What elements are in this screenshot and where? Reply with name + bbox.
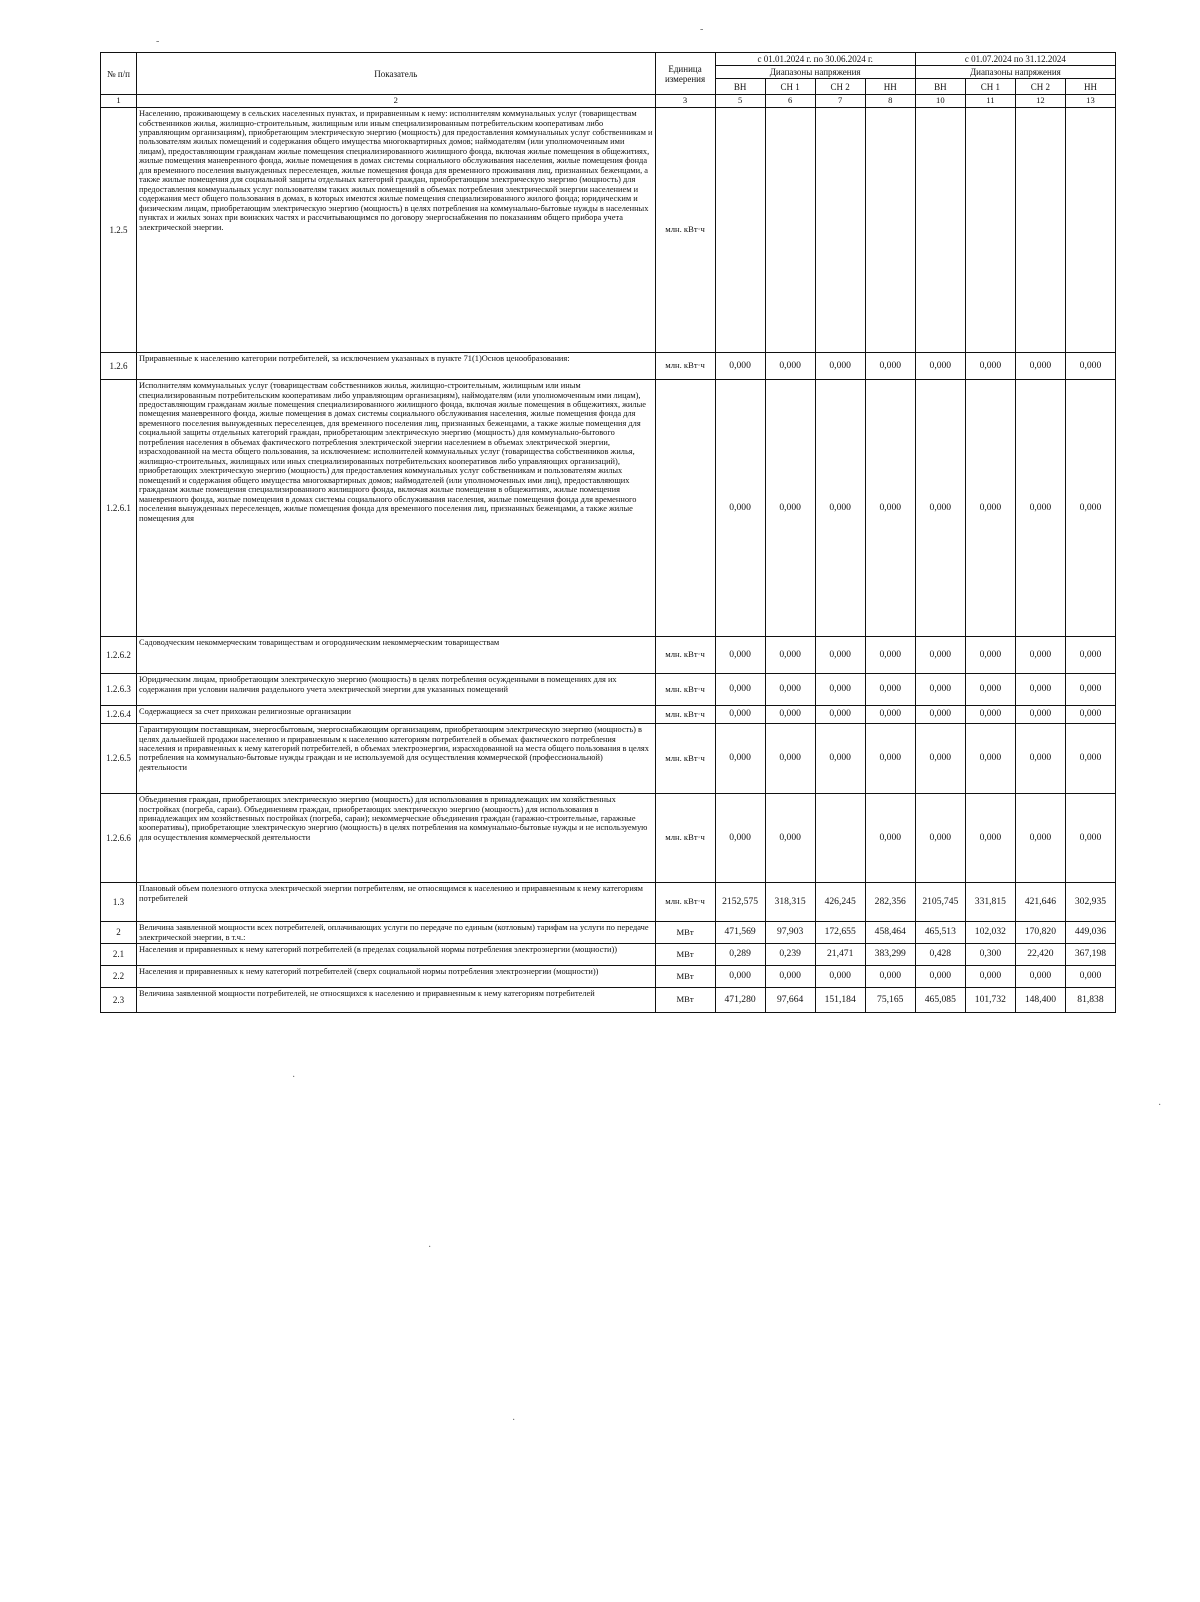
column-index: 2 [137,95,655,108]
column-index: 3 [655,95,715,108]
header-level: СН 1 [765,79,815,95]
value-cell: 0,000 [915,353,965,380]
header-level: ВН [915,79,965,95]
value-cell: 0,000 [965,637,1015,674]
row-number: 1.2.6.5 [101,724,137,794]
table-row [101,674,1116,706]
row-number: 1.2.5 [101,108,137,353]
column-index: 8 [865,95,915,108]
table-row [101,380,1116,637]
value-cell: 0,000 [765,966,815,988]
row-indicator-text: Приравненные к населению категории потребителей, за исключением указанных в пункте 71(1)Основ ценообразования: [139,354,570,364]
value-cell: 0,000 [715,966,765,988]
row-unit: млн. кВт·ч [655,353,715,380]
value-cell: 0,000 [865,706,915,724]
value-cell [815,794,865,883]
value-cell: 0,000 [765,794,815,883]
scan-speck: · [428,1242,432,1253]
column-index: 7 [815,95,865,108]
column-index: 12 [1015,95,1065,108]
value-cell: 0,000 [1065,674,1115,706]
column-index: 5 [715,95,765,108]
value-cell: 0,000 [865,724,915,794]
value-cell: 0,000 [1065,794,1115,883]
value-cell: 81,838 [1065,988,1115,1013]
value-cell: 302,935 [1065,883,1115,922]
row-number: 1.2.6.1 [101,380,137,637]
row-unit: млн. кВт·ч [655,706,715,724]
value-cell: 21,471 [815,944,865,966]
value-cell: 471,569 [715,922,765,944]
header-ranges-2: Диапазоны напряжения [915,66,1115,79]
value-cell: 0,000 [1015,674,1065,706]
value-cell: 421,646 [1015,883,1065,922]
row-unit: млн. кВт·ч [655,674,715,706]
row-unit: МВт [655,922,715,944]
value-cell [965,108,1015,353]
value-cell: 0,000 [915,380,965,637]
row-indicator-text: Населению, проживающему в сельских населенных пунктах, и приравненным к нему: исполнителям коммунальных услуг (товариществам собственников жилья, жилищно-строительным, жилищным или иным специализированным потребительским кооперативам либо управляющим организациям), приобретающим электрическую энергию (мощность) для предоставления коммунальных услуг собственникам и пользователям жилых помещений и содержания общего имущества многоквартирных домов; наймодателям (или уполномоченным ими лицам), предоставляющим гражданам жилые помещения специализированного жилищного фонда, включая жилые помещения в общежитиях, жилые помещения маневренного фонда, жилые помещения в домах системы социального обслуживания населения, жилые помещения фонда для временного поселения вынужденных переселенцев, жилые помещения фонда для временного проживания лиц, признанных беженцами, а также жилые помещения для социальной защиты отдельных категорий граждан, приобретающим электрическую энергию (мощность) для предоставления коммунальных услуг пользователям таких жилых помещений в объемах потребления электрической энергии населением и содержания мест общего пользования в домах, в которых имеются жилые помещения специализированного жилого фонда; юридическим и физическим лицам, приобретающим электрическую энергию (мощность) в целях потребления на коммунально-бытовые нужды в населенных пунктах и жилых зонах при воинских частях и рассчитывающимся по договору энергоснабжения по показаниям общего прибора учета электрической энергии. [139,109,653,232]
value-cell: 22,420 [1015,944,1065,966]
row-number: 1.2.6.4 [101,706,137,724]
value-cell: 0,000 [815,706,865,724]
value-cell: 97,664 [765,988,815,1013]
value-cell: 75,165 [865,988,915,1013]
value-cell: 0,000 [865,637,915,674]
row-indicator-text: Содержащиеся за счет прихожан религиозные организации [139,707,352,717]
value-cell: 0,000 [1065,724,1115,794]
value-cell: 0,000 [815,674,865,706]
value-cell: 170,820 [1015,922,1065,944]
scan-speck: · [512,1415,516,1426]
value-cell: 0,000 [765,353,815,380]
value-cell: 0,000 [965,380,1015,637]
header-num: № п/п [101,53,137,95]
column-index: 1 [101,95,137,108]
value-cell: 0,000 [815,966,865,988]
value-cell: 0,000 [1015,724,1065,794]
value-cell: 0,000 [1065,706,1115,724]
value-cell [865,108,915,353]
scan-speck: - [156,36,160,47]
header-indicator: Показатель [137,53,655,95]
row-indicator-text: Населения и приравненных к нему категорий потребителей (в пределах социальной нормы потребления электроэнергии (мощности)) [139,945,618,955]
value-cell: 0,000 [815,353,865,380]
header-ranges-1: Диапазоны напряжения [715,66,915,79]
row-indicator [137,724,655,794]
table-row [101,706,1116,724]
value-cell [715,108,765,353]
table-row [101,883,1116,922]
table-row [101,988,1116,1013]
value-cell: 0,000 [1015,380,1065,637]
value-cell: 172,655 [815,922,865,944]
column-index-row [101,95,1116,108]
value-cell: 0,000 [1015,966,1065,988]
value-cell: 0,000 [915,966,965,988]
row-unit: МВт [655,966,715,988]
value-cell: 0,289 [715,944,765,966]
value-cell: 0,000 [865,380,915,637]
row-number: 2.3 [101,988,137,1013]
value-cell: 0,000 [715,353,765,380]
row-indicator-text: Юридическим лицам, приобретающим электрическую энергию (мощность) в целях потребления осужденными в помещениях для их содержания при условии наличия раздельного учета электрической энергии для указанных помещений [139,675,617,694]
value-cell: 0,000 [865,674,915,706]
value-cell: 97,903 [765,922,815,944]
column-index: 10 [915,95,965,108]
value-cell [915,108,965,353]
header-level: СН 2 [1015,79,1065,95]
row-indicator [137,922,655,944]
value-cell: 0,000 [1015,794,1065,883]
value-cell: 0,000 [965,794,1015,883]
value-cell: 0,239 [765,944,815,966]
table-row [101,966,1116,988]
table-row [101,108,1116,353]
value-cell: 0,000 [815,637,865,674]
value-cell: 0,000 [715,794,765,883]
value-cell: 0,000 [765,674,815,706]
value-cell: 151,184 [815,988,865,1013]
row-unit: млн. кВт·ч [655,883,715,922]
value-cell: 0,000 [1065,380,1115,637]
value-cell: 0,000 [765,724,815,794]
row-unit: млн. кВт·ч [655,108,715,353]
value-cell: 0,000 [965,706,1015,724]
value-cell: 0,000 [915,637,965,674]
value-cell: 0,000 [1065,966,1115,988]
value-cell: 0,000 [865,353,915,380]
value-cell: 0,000 [765,637,815,674]
row-indicator-text: Объединения граждан, приобретающих электрическую энергию (мощность) для использования в принадлежащих им хозяйственных постройках (погреба, сараи). Объединениям граждан, приобретающих электрическую энергию (мощность) для использования в принадлежащих им хозяйственных постройках (погреба, сараи); некоммерческие объединения граждан (гаражно-строительные, гаражные кооперативы), приобретающие электрическую энергию (мощность) в целях потребления на коммунально-бытовые нужды и не используемую для осуществления коммерческой деятельности [139,795,648,842]
row-indicator-text: Величина заявленной мощности потребителей, не относящихся к населению и приравненным к нему категориям потребителей [139,989,595,999]
value-cell: 0,000 [965,966,1015,988]
value-cell: 148,400 [1015,988,1065,1013]
column-index: 13 [1065,95,1115,108]
header-level: НН [865,79,915,95]
value-cell: 0,000 [815,724,865,794]
header-level: ВН [715,79,765,95]
row-indicator [137,353,655,380]
header-level: НН [1065,79,1115,95]
row-indicator [137,883,655,922]
value-cell: 0,000 [1065,637,1115,674]
value-cell: 0,300 [965,944,1015,966]
value-cell: 0,000 [1065,353,1115,380]
scan-speck: · [292,1072,296,1083]
value-cell: 0,000 [715,637,765,674]
value-cell: 0,000 [715,724,765,794]
value-cell: 0,000 [765,706,815,724]
row-unit: МВт [655,988,715,1013]
row-number: 2.2 [101,966,137,988]
value-cell: 0,000 [865,966,915,988]
value-cell: 0,000 [715,674,765,706]
header-period-1: с 01.01.2024 г. по 30.06.2024 г. [715,53,915,66]
value-cell: 0,000 [965,724,1015,794]
column-index: 6 [765,95,815,108]
value-cell [1015,108,1065,353]
table-row [101,922,1116,944]
row-number: 2 [101,922,137,944]
row-unit: млн. кВт·ч [655,724,715,794]
row-number: 1.2.6.2 [101,637,137,674]
row-indicator-text: Гарантирующим поставщикам, энергосбытовым, энергоснабжающим организациям, приобретающим электрическую энергию (мощность) в целях дальнейшей продажи населению и приравненным к населению категориям потребителей в объемах фактического потребления населения и приравненных к нему категорий потребителей, в объемах электроэнергии, израсходованной на места общего пользования в целях потребления на коммунально-бытовые нужды граждан и не используемой для осуществления коммерческой (профессиональной) деятельности [139,725,649,772]
column-index: 11 [965,95,1015,108]
value-cell: 0,000 [1015,706,1065,724]
value-cell: 0,000 [965,674,1015,706]
value-cell: 318,315 [765,883,815,922]
row-indicator-text: Садоводческим некоммерческим товариществам и огородническим некоммерческим товариществам [139,638,500,648]
value-cell: 458,464 [865,922,915,944]
value-cell: 2105,745 [915,883,965,922]
value-cell: 0,000 [915,794,965,883]
value-cell: 449,036 [1065,922,1115,944]
value-cell: 0,000 [715,706,765,724]
value-cell: 331,815 [965,883,1015,922]
row-indicator [137,966,655,988]
value-cell [1065,108,1115,353]
row-unit: МВт [655,944,715,966]
value-cell: 0,000 [1015,353,1065,380]
row-unit: млн. кВт·ч [655,637,715,674]
table-row [101,944,1116,966]
row-number: 1.3 [101,883,137,922]
row-indicator-text: Исполнителям коммунальных услуг (товариществам собственников жилья, жилищно-строительным, жилищным или иным специализированным потребительским кооперативам либо управляющим организациям), наймодателям (или уполномоченным ими лицам), предоставляющим гражданам жилые помещения специализированного жилищного фонда, включая жилые помещения в общежитиях, жилые помещения маневренного фонда, жилые помещения в домах системы социального обслуживания населения, жилые помещения фонда для временного поселения вынужденных переселенцев, для временного поселения лиц, признанных беженцами, а также жилые помещения для социальной защиты отдельных категорий граждан, приобретающим электрическую энергию (мощность) для коммунально-бытового потребления населения в объемах фактического потребления электрической энергии населением в объемах электрической энергии, израсходованной на места общего пользования, за исключением: исполнителей коммунальных услуг (товарищества собственников жилья, жилищно-строительных, жилищных или иных специализированных потребительских кооперативов либо управляющих организаций), приобретающих электрическую энергию (мощность) для предоставления коммунальных услуг собственникам и пользователям жилых помещений и содержания общего имущества многоквартирных домов; наймодателей (или уполномоченных ими лиц), предоставляющих гражданам жилые помещения специализированного жилищного фонда, включая жилые помещения в общежитиях, жилые помещения маневренного фонда, жилые помещения в домах системы социального обслуживания населения, жилые помещения фонда для временного поселения вынужденных переселенцев, жилые помещения фонда для временного поселения лиц, признанных беженцами, а также жилые помещения для [139,381,646,523]
row-indicator [137,380,655,637]
value-cell: 367,198 [1065,944,1115,966]
scan-speck: · [1158,1100,1162,1111]
value-cell: 0,000 [915,724,965,794]
row-indicator [137,674,655,706]
row-number: 1.2.6 [101,353,137,380]
row-indicator-text: Плановый объем полезного отпуска электрической энергии потребителям, не относящимся к населению и приравненным к нему категориям потребителей [139,884,643,903]
row-indicator-text: Населения и приравненных к нему категорий потребителей (сверх социальной нормы потребления электроэнергии (мощности)) [139,967,599,977]
table-row [101,724,1116,794]
row-indicator [137,988,655,1013]
value-cell: 0,000 [965,353,1015,380]
value-cell: 471,280 [715,988,765,1013]
row-indicator [137,637,655,674]
row-unit: млн. кВт·ч [655,794,715,883]
value-cell [815,108,865,353]
value-cell: 101,732 [965,988,1015,1013]
row-indicator [137,108,655,353]
value-cell: 465,085 [915,988,965,1013]
row-indicator [137,794,655,883]
value-cell: 0,000 [765,380,815,637]
table-row [101,637,1116,674]
value-cell: 426,245 [815,883,865,922]
header-unit: Единица измерения [655,53,715,95]
value-cell: 383,299 [865,944,915,966]
row-number: 1.2.6.3 [101,674,137,706]
row-number: 2.1 [101,944,137,966]
row-number: 1.2.6.6 [101,794,137,883]
row-indicator-text: Величина заявленной мощности всех потребителей, оплачивающих услуги по передаче по единым (котловым) тарифам на услуги по передаче электрической энергии, в т.ч.: [139,923,649,942]
value-cell: 0,000 [1015,637,1065,674]
value-cell: 0,000 [915,674,965,706]
value-cell: 102,032 [965,922,1015,944]
value-cell [765,108,815,353]
value-cell: 0,000 [915,706,965,724]
row-unit [655,380,715,637]
table-row [101,353,1116,380]
table-row [101,794,1116,883]
value-cell: 0,000 [815,380,865,637]
row-indicator [137,706,655,724]
header-level: СН 1 [965,79,1015,95]
value-cell: 282,356 [865,883,915,922]
value-cell: 465,513 [915,922,965,944]
header-period-2: с 01.07.2024 по 31.12.2024 [915,53,1115,66]
value-cell: 0,000 [715,380,765,637]
row-indicator [137,944,655,966]
scan-speck: - [700,24,704,35]
value-cell: 0,428 [915,944,965,966]
header-level: СН 2 [815,79,865,95]
value-cell: 0,000 [865,794,915,883]
table-body [101,108,1116,1013]
value-cell: 2152,575 [715,883,765,922]
tariff-table [100,52,1116,1013]
